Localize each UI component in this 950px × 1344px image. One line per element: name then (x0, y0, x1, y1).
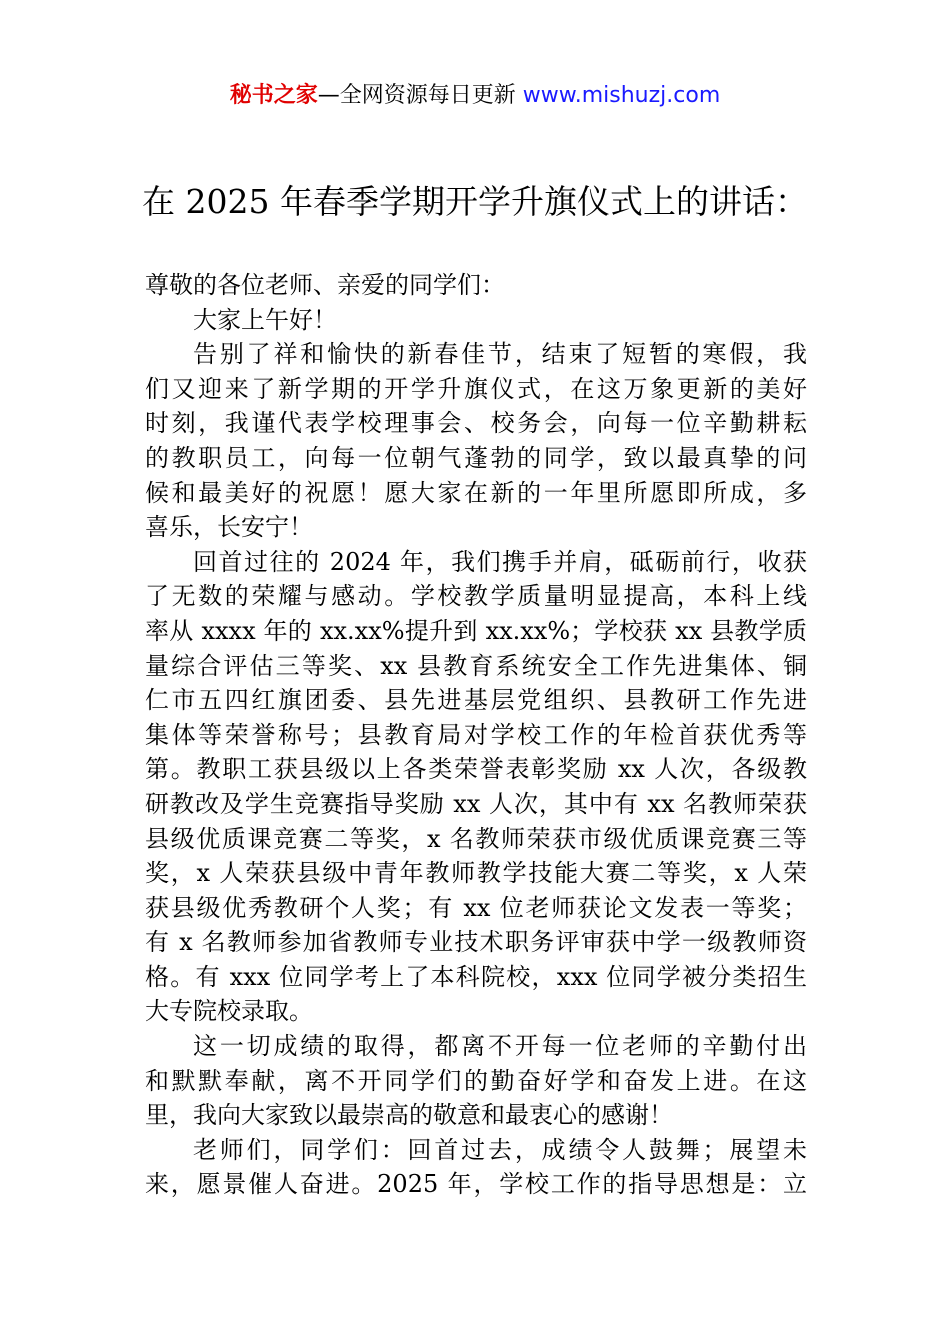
document-body (145, 268, 807, 1202)
brand-name: 秘书之家 (229, 83, 318, 108)
paragraph-line: 获县级优秀教研个人奖；有 xx 位老师获论文发表一等奖； (145, 893, 807, 922)
paragraph-line: 和默默奉献，离不开同学们的勤奋好学和奋发上进。在这 (145, 1066, 807, 1095)
greeting: 大家上午好！ (193, 305, 337, 334)
paragraph-line: 的教职员工，向每一位朝气蓬勃的同学，致以最真挚的问 (145, 443, 807, 472)
paragraph-line: 了无数的荣耀与感动。学校教学质量明显提高，本科上线 (145, 582, 807, 611)
paragraph-line: 仁市五四红旗团委、县先进基层党组织、县教研工作先进 (145, 686, 807, 715)
paragraph-line: 量综合评估三等奖、xx 县教育系统安全工作先进集体、铜 (145, 651, 807, 680)
document-title: 在 2025 年春季学期开学升旗仪式上的讲话： (142, 182, 808, 221)
paragraph-line: 来，愿景催人奋进。2025 年，学校工作的指导思想是：立 (145, 1170, 807, 1199)
salutation: 尊敬的各位老师、亲爱的同学们： (145, 271, 505, 299)
paragraph-line: 喜乐，长安宁！ (145, 513, 313, 542)
paragraph-line: 大专院校录取。 (145, 997, 313, 1026)
paragraph-line: 县级优质课竞赛二等奖，x 名教师荣获市级优质课竞赛三等 (145, 824, 807, 853)
paragraph-line: 们又迎来了新学期的开学升旗仪式，在这万象更新的美好 (145, 374, 807, 403)
paragraph-line: 老师们，同学们：回首过去，成绩令人鼓舞；展望未 (193, 1135, 807, 1164)
paragraph-line: 回首过往的 2024 年，我们携手并肩，砥砺前行，收获 (193, 547, 807, 576)
paragraph-line: 集体等荣誉称号；县教育局对学校工作的年检首获优秀等 (145, 720, 807, 749)
paragraph-line: 告别了祥和愉快的新春佳节，结束了短暂的寒假，我 (193, 340, 807, 369)
paragraph-line: 研教改及学生竞赛指导奖励 xx 人次，其中有 xx 名教师荣获 (145, 789, 807, 818)
paragraph-line: 候和最美好的祝愿！愿大家在新的一年里所愿即所成，多 (145, 478, 807, 507)
paragraph-line: 时刻，我谨代表学校理事会、校务会，向每一位辛勤耕耘 (145, 409, 807, 438)
paragraph-line: 有 x 名教师参加省教师专业技术职务评审获中学一级教师资 (145, 928, 807, 957)
paragraph-line: 率从 xxxx 年的 xx.xx%提升到 xx.xx%；学校获 xx 县教学质 (145, 616, 807, 645)
site-header (0, 80, 950, 112)
site-url-link[interactable]: www.mishuzj.com (522, 83, 721, 108)
paragraph-line: 格。有 xxx 位同学考上了本科院校，xxx 位同学被分类招生 (145, 962, 807, 991)
header-tagline: —全网资源每日更新 (317, 83, 523, 108)
paragraph-line: 这一切成绩的取得，都离不开每一位老师的辛勤付出 (193, 1032, 807, 1061)
paragraph-line: 里，我向大家致以最崇高的敬意和最衷心的感谢！ (145, 1101, 673, 1130)
paragraph-line: 第。教职工获县级以上各类荣誉表彰奖励 xx 人次，各级教 (145, 755, 807, 784)
paragraph-line: 奖，x 人荣获县级中青年教师教学技能大赛二等奖，x 人荣 (145, 859, 807, 888)
